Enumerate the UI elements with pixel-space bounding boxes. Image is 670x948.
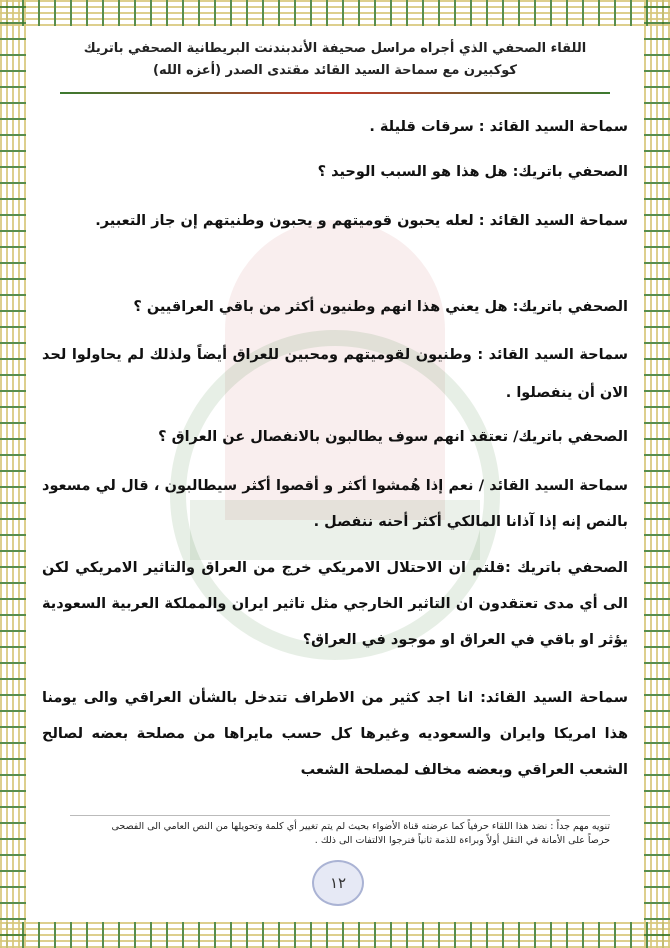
paragraph-answer-5: سماحة السيد القائد: انا اجد كثير من الاطراف تتدخل بالشأن العراقي والى يومنا هذا امريكا وايران والسعوديه وغيرها كل حسب مايراها من مصلحة بعضه لصالح الشعب العراقي وبعضه مخالف لمصلحة الشعب (42, 690, 628, 778)
paragraph-answer-1: سماحة السيد القائد : سرقات قليلة . (369, 119, 628, 135)
header-line-2: كوكبيرن مع سماحة السيد القائد مقتدى الصدر (أعزه الله) (153, 63, 517, 78)
header-divider (60, 92, 610, 94)
header-line-1: اللقاء الصحفي الذي أجراه مراسل صحيفة الأندبندنت البريطانية الصحفي باتريك (83, 41, 587, 56)
paragraph-question-3: الصحفي باتريك: هل يعني هذا انهم وطنيون أكثر من باقي العراقيين ؟ (133, 299, 628, 315)
page-header (60, 38, 610, 82)
paragraph-question-2: الصحفي باتريك: هل هذا هو السبب الوحيد ؟ (317, 164, 628, 180)
paragraph-question-4: الصحفي باتريك/ تعتقد انهم سوف يطالبون بالانفصال عن العراق ؟ (158, 429, 628, 445)
page-number: ١٢ (312, 860, 364, 906)
ornamental-border-bottom (0, 922, 670, 948)
paragraph-question-5: الصحفي باتريك :قلتم ان الاحتلال الامريكي خرج من العراق والتاثير الامريكي لكن الى أي مدى تعتقدون ان التاثير الخارجي مثل تاثير ايران والمملكة العربية السعودية يؤثر او باقي في العراق او موجود في العراق؟ (42, 560, 628, 648)
ornamental-border-top (0, 0, 670, 26)
paragraph-answer-4: سماحة السيد القائد / نعم إذا هُمشوا أكثر و أقصوا أكثر سيطالبون ، قال لي مسعود بالنص إنه إذا آذانا المالكي أكثر أحنه ننفصل . (42, 478, 628, 530)
ornamental-border-right (644, 0, 670, 948)
footnote: تنويه مهم جداً : نضد هذا اللقاء حرفياً كما عرضته قناة الأضواء بحيث لم يتم تغيير أي كلمة وتحويلها من النص العامي الى الفصحى حرصاً على الأمانة في النقل أولاً وبراءة للذمة ثانياً فنرجوا الالتفات الى ذلك . (111, 821, 610, 846)
footnote-divider (70, 815, 610, 816)
paragraph-answer-2: سماحة السيد القائد : لعله يحبون قوميتهم و يحبون وطنيتهم إن جاز التعبير. (95, 213, 628, 229)
ornamental-border-left (0, 0, 26, 948)
paragraph-answer-3: سماحة السيد القائد : وطنيون لقوميتهم ومحبين للعراق أيضاً ولذلك لم يحاولوا لحد الان أن ينفصلوا . (42, 347, 628, 401)
